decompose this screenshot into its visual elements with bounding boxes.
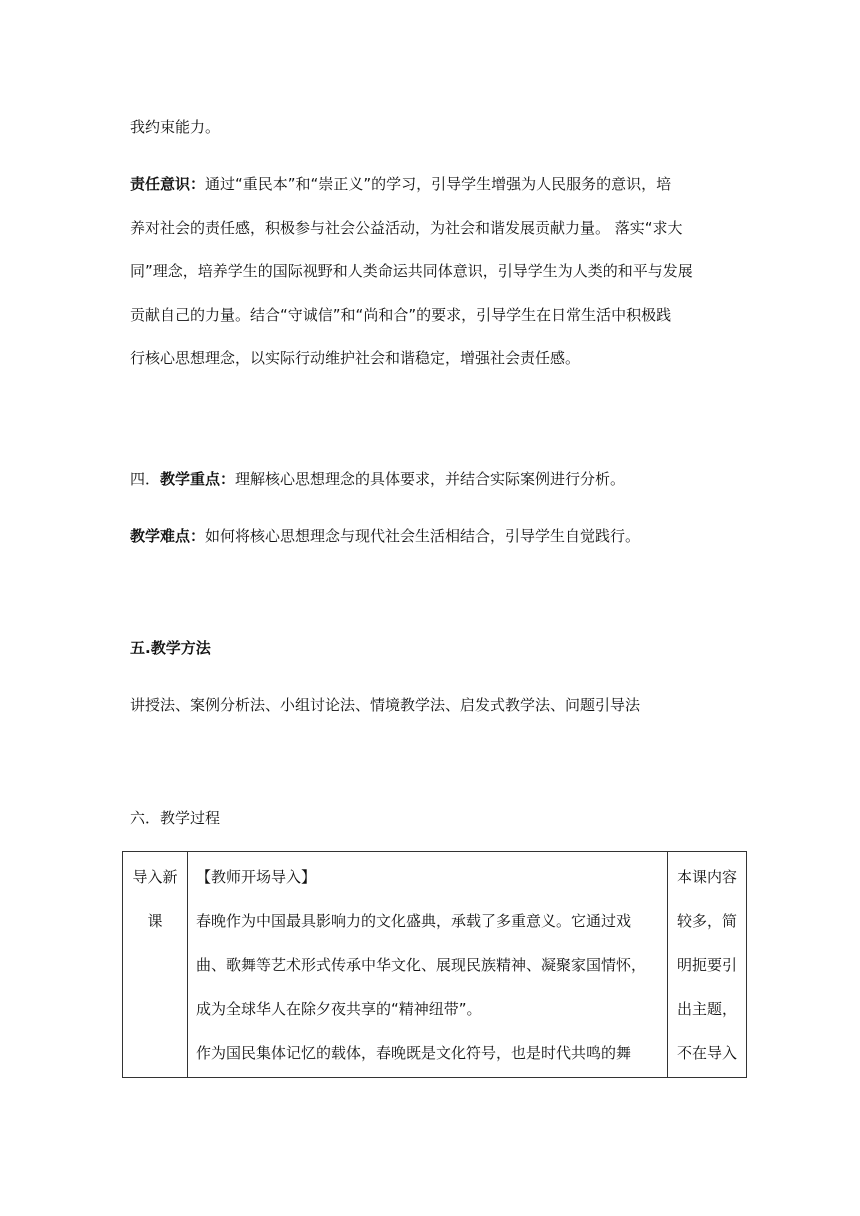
responsibility-text-1: 通过“重民本”和“崇正义”的学习，引导学生增强为人民服务的意识，培 (205, 175, 672, 193)
content-line-3: 曲、歌舞等艺术形式传承中华文化、展现民族精神、凝聚家国情怀， (196, 956, 647, 974)
stage-cell (123, 852, 188, 1078)
content-line-5: 作为国民集体记忆的载体，春晚既是文化符号，也是时代共鸣的舞 (196, 1044, 632, 1062)
difficulty-paragraph (130, 515, 742, 559)
responsibility-line-2: 养对社会的责任感，积极参与社会公益活动，为社会和谐发展贡献力量。 落实“求大 (130, 218, 683, 237)
content-line-1: 【教师开场导入】 (196, 868, 317, 886)
stage-line-1: 导入新 (132, 868, 178, 886)
key-point-line (130, 458, 742, 502)
content-line-4: 成为全球华人在除夕夜共享的“精神纽带”。 (196, 1000, 482, 1018)
note-line-2: 较多，简 (676, 912, 737, 930)
responsibility-line-1 (130, 163, 742, 207)
process-heading (130, 797, 742, 841)
difficulty-text: 如何将核心思想理念与现代社会生活相结合，引导学生自觉践行。 (205, 527, 641, 545)
note-cell-content (668, 852, 746, 1077)
content-cell-content (196, 852, 667, 1077)
continuation-text (130, 106, 742, 150)
key-point-label: 教学重点： (160, 470, 236, 488)
responsibility-line-5: 行核心思想理念，以实际行动维护社会和谐稳定，增强社会责任感。 (130, 349, 581, 367)
note-line-5: 不在导入 (676, 1044, 737, 1062)
key-point-prefix: 四． (130, 470, 161, 488)
note-line-1: 本课内容 (676, 868, 737, 886)
note-line-3: 明扼要引 (676, 956, 737, 974)
responsibility-label: 责任意识： (130, 175, 206, 193)
note-line-4: 出主题， (676, 1000, 737, 1018)
table-row (123, 852, 747, 1078)
difficulty-label: 教学难点： (130, 527, 206, 545)
stage-line-2: 课 (147, 912, 163, 930)
responsibility-paragraph (130, 163, 742, 381)
methods-heading (130, 627, 742, 671)
note-cell (668, 852, 747, 1078)
content-line-2: 春晚作为中国最具影响力的文化盛典，承载了多重意义。它通过戏 (196, 912, 632, 930)
key-point-paragraph (130, 458, 742, 502)
methods-text: 讲授法、案例分析法、小组讨论法、情境教学法、启发式教学法、问题引导法 (130, 696, 641, 714)
responsibility-line-3: 同”理念，培养学生的国际视野和人类命运共同体意识，引导学生为人类的和平与发展 (130, 262, 693, 280)
responsibility-line-4: 贡献自己的力量。结合“守诚信”和“尚和合”的要求，引导学生在日常生活中积极践 (130, 305, 672, 324)
methods-paragraph (130, 684, 742, 728)
content-cell (188, 852, 668, 1078)
difficulty-line (130, 515, 742, 559)
process-heading-text: 六．教学过程 (130, 809, 221, 827)
key-point-text: 理解核心思想理念的具体要求，并结合实际案例进行分析。 (235, 470, 626, 488)
teaching-process-table (122, 851, 747, 1078)
methods-heading-text: 五.教学方法 (130, 639, 211, 657)
continuation-line: 我约束能力。 (130, 118, 221, 136)
stage-cell-content (123, 852, 187, 1077)
